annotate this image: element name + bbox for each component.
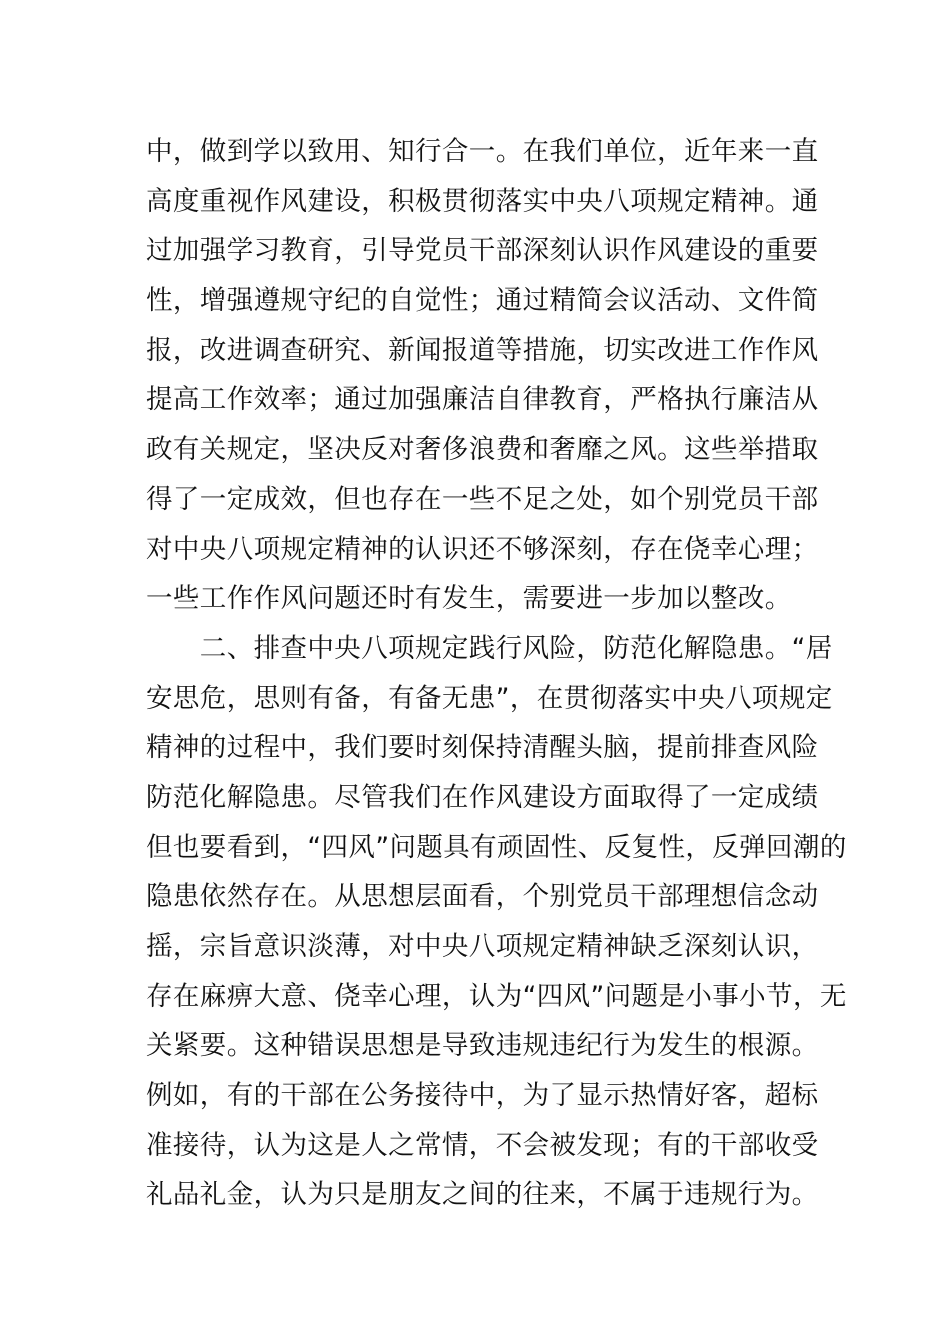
text-line: 隐患依然存在。从思想层面看，个别党员干部理想信念动	[146, 881, 819, 913]
text-line: 对中央八项规定精神的认识还不够深刻，存在侥幸心理；	[146, 533, 819, 565]
text-line: 精神的过程中，我们要时刻保持清醒头脑，提前排查风险	[146, 732, 819, 764]
text-line: 准接待，认为这是人之常情，不会被发现；有的干部收受	[146, 1129, 819, 1161]
text-line: 存在麻痹大意、侥幸心理，认为“四风”问题是小事小节，无	[146, 980, 847, 1012]
text-line: 一些工作作风问题还时有发生，需要进一步加以整改。	[146, 583, 792, 615]
text-line: 礼品礼金，认为只是朋友之间的往来，不属于违规行为。	[146, 1179, 819, 1211]
text-line: 提高工作效率；通过加强廉洁自律教育，严格执行廉洁从	[146, 384, 819, 416]
text-line: 中，做到学以致用、知行合一。在我们单位，近年来一直	[146, 136, 819, 167]
text-line: 关紧要。这种错误思想是导致违规违纪行为发生的根源。	[146, 1030, 819, 1062]
text-line: 例如，有的干部在公务接待中，为了显示热情好客，超标	[146, 1080, 819, 1112]
text-line: 防范化解隐患。尽管我们在作风建设方面取得了一定成绩	[146, 781, 819, 813]
text-line: 性，增强遵规守纪的自觉性；通过精简会议活动、文件简	[146, 285, 819, 317]
text-line: 得了一定成效，但也存在一些不足之处，如个别党员干部	[146, 483, 819, 515]
text-line: 过加强学习教育，引导党员干部深刻认识作风建设的重要	[146, 235, 819, 267]
text-line: 安思危，思则有备，有备无患”，在贯彻落实中央八项规定	[146, 682, 833, 714]
section-heading-line: 二、排查中央八项规定践行风险，防范化解隐患。“居	[146, 632, 833, 664]
text-line: 高度重视作风建设，积极贯彻落实中央八项规定精神。通	[146, 185, 819, 217]
text-line: 但也要看到，“四风”问题具有顽固性、反复性，反弹回潮的	[146, 831, 847, 863]
body-text	[146, 127, 847, 1220]
text-line: 报，改进调查研究、新闻报道等措施，切实改进工作作风	[146, 334, 819, 366]
text-line: 政有关规定，坚决反对奢侈浪费和奢靡之风。这些举措取	[146, 434, 819, 466]
text-line: 摇，宗旨意识淡薄，对中央八项规定精神缺乏深刻认识，	[146, 931, 819, 962]
